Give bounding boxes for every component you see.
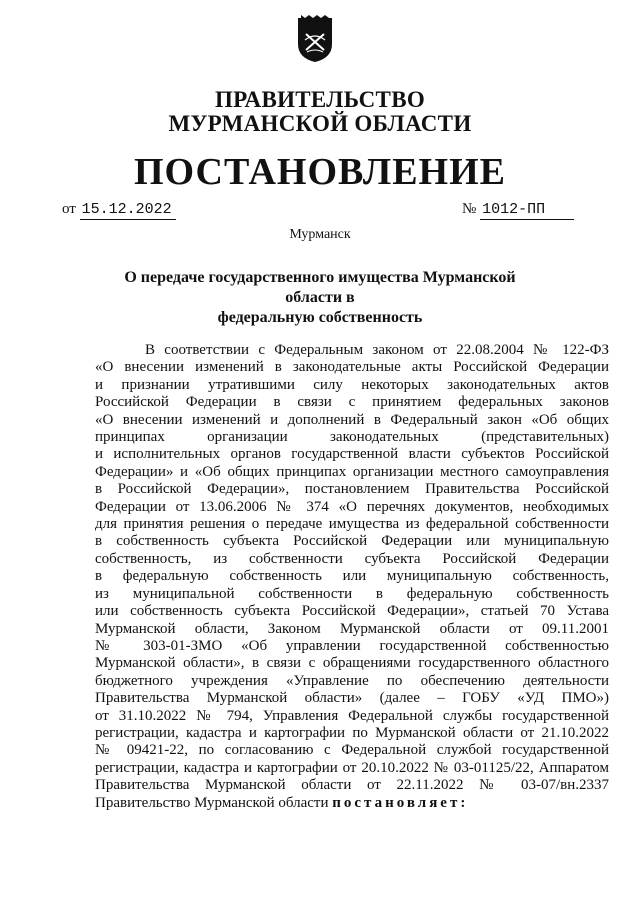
body-line: № 09421-22, по согласованию с Федеральной службой государственной xyxy=(95,742,609,759)
document-number xyxy=(462,200,574,220)
body-line: регистрации, кадастра и картографии по Мурманской области от 21.10.2022 xyxy=(95,724,609,741)
body-line: «О внесении изменений в законодательные акты Российской Федерации xyxy=(95,359,609,376)
body-line: от 31.10.2022 № 794, Управления Федеральной службы государственной xyxy=(95,707,609,724)
document-subject xyxy=(100,268,540,328)
body-line: Федерации от 13.06.2006 № 374 «О перечнях документов, необходимых xyxy=(95,498,609,515)
resolves-word: постановляет: xyxy=(332,794,469,811)
number-value: 1012-ПП xyxy=(480,201,574,220)
body-line: В соответствии с Федеральным законом от 22.08.2004 № 122-ФЗ xyxy=(145,342,609,358)
body-line: Мурманской области, Законом Мурманской области от 09.11.2001 xyxy=(95,620,609,637)
body-line: в федеральную собственность или муниципальную собственность, xyxy=(95,568,609,585)
body-line: Правительства Мурманской области от 22.11.2022 № 03-07/вн.2337 xyxy=(95,777,609,794)
date-prefix: от xyxy=(62,201,76,217)
city-name: Мурманск xyxy=(289,227,351,242)
body-line: Федерации» и «Об общих принципах организации местного самоуправления xyxy=(95,463,609,480)
final-prefix: Правительство Мурманской области xyxy=(95,794,333,811)
body-line: и признании утратившими силу некоторых законодательных актов xyxy=(95,376,609,393)
body-line: Российской Федерации в связи с принятием федеральных законов xyxy=(95,394,609,411)
subject-line: федеральную собственность xyxy=(217,309,423,326)
murmansk-coat-of-arms-icon xyxy=(295,14,335,64)
body-text xyxy=(95,342,609,812)
body-line: и исполнительных органов государственной власти субъектов Российской xyxy=(95,446,609,463)
body-line: для принятия решения о передаче имущества из федеральной собственности xyxy=(95,516,609,533)
body-line: в собственность субъекта Российской Федерации или муниципальную xyxy=(95,533,609,550)
body-line: Правительства Мурманской области» (далее – ГОБУ «УД ПМО») xyxy=(95,690,609,707)
body-line: или собственность субъекта Российской Федерации», статьей 70 Устава xyxy=(95,603,609,620)
body-line: «О внесении изменений и дополнений в Федеральный закон «Об общих xyxy=(95,411,609,428)
body-line: в Российской Федерации», постановлением Правительства Российской xyxy=(95,481,609,498)
government-title-line1: ПРАВИТЕЛЬСТВО xyxy=(214,87,426,112)
government-title-line2: МУРМАНСКОЙ ОБЛАСТИ xyxy=(168,111,472,136)
document-type-title: ПОСТАНОВЛЕНИЕ xyxy=(133,151,507,193)
body-final-line xyxy=(95,795,609,812)
body-line: регистрации, кадастра и картографии от 20.10.2022 № 03-01125/22, Аппаратом xyxy=(95,759,609,776)
body-line: бюджетного учреждения «Управление по обеспечению деятельности xyxy=(95,672,609,689)
number-prefix: № xyxy=(462,201,477,217)
body-line: из муниципальной собственности в федеральную собственность xyxy=(95,585,609,602)
subject-line: О передаче государственного имущества Мурманской области в xyxy=(124,269,516,306)
body-line: принципах организации законодательных (представительных) xyxy=(95,429,609,446)
body-line: Мурманской области», в связи с обращениями государственного областного xyxy=(95,655,609,672)
body-line: № 303-01-ЗМО «Об управлении государственной собственностью xyxy=(95,637,609,654)
body-line: собственность, из собственности субъекта Российской Федерации xyxy=(95,550,609,567)
date-value: 15.12.2022 xyxy=(80,201,176,220)
document-date xyxy=(62,200,176,220)
